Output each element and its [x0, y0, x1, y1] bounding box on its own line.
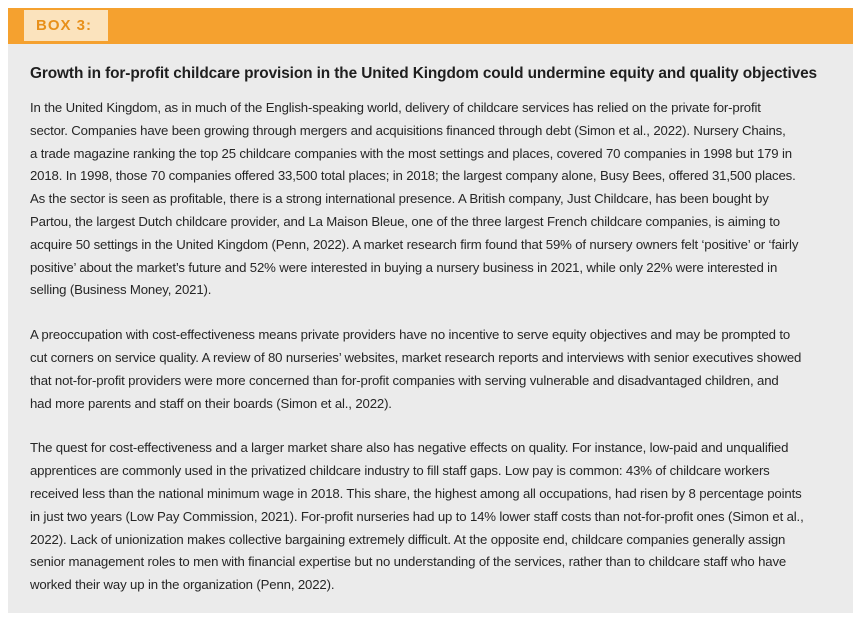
box-body	[30, 97, 842, 619]
text-line: A preoccupation with cost-effectiveness means private providers have no incentive to serve equity objectives and may be prompted to	[30, 327, 791, 343]
box-header-bar	[8, 8, 853, 44]
text-line: The quest for cost-effectiveness and a larger market share also has negative effects on quality. For instance, low-paid and unqualified	[30, 440, 789, 456]
text-line: a trade magazine ranking the top 25 childcare companies with the most settings and places, covered 70 companies in 1998 but 179 in	[30, 145, 792, 161]
text-line: positive’ about the market’s future and 52% were interested in buying a nursery business in 2021, while only 22% were interested in	[30, 259, 778, 275]
text-line: cut corners on service quality. A review of 80 nurseries’ websites, market research reports and interviews with senior executives showed	[30, 349, 802, 365]
text-line: 2022). Lack of unionization makes collective bargaining extremely difficult. At the opposite end, childcare companies generally assign	[30, 531, 786, 547]
paragraph	[30, 437, 842, 597]
text-line: had more parents and staff on their boards (Simon et al., 2022).	[30, 395, 392, 411]
paragraph	[30, 97, 842, 302]
box-title: Growth in for-profit childcare provision in the United Kingdom could undermine equity and quality objectives	[30, 65, 818, 82]
text-line: senior management roles to men with financial expertise but no understanding of the services, rather than to childcare staff who have	[30, 554, 787, 570]
text-line: apprentices are commonly used in the privatized childcare industry to fill staff gaps. Low pay is common: 43% of childcare workers	[30, 463, 770, 479]
text-line: selling (Business Money, 2021).	[30, 282, 212, 298]
paragraph	[30, 324, 842, 415]
text-line: worked their way up in the organization (Penn, 2022).	[30, 577, 335, 593]
text-line: In the United Kingdom, as in much of the English-speaking world, delivery of childcare services has relied on the private for-profit	[30, 100, 761, 115]
box-label-tab	[24, 10, 108, 41]
text-line: acquire 50 settings in the United Kingdom (Penn, 2022). A market research firm found that 59% of nursery owners felt ‘positive’ or ‘fairly	[30, 236, 799, 252]
text-line: 2018. In 1998, those 70 companies offered 33,500 total places; in 2018; the largest company alone, Busy Bees, offered 31,500 places.	[30, 168, 796, 184]
text-line: in just two years (Low Pay Commission, 2021). For-profit nurseries had up to 14% lower staff costs than not-for-profit ones (Simon et al.,	[30, 508, 804, 524]
text-line: received less than the national minimum wage in 2018. This share, the highest among all occupations, had risen by 8 percentage points	[30, 485, 802, 501]
text-line: sector. Companies have been growing through mergers and acquisitions financed through debt (Simon et al., 2022). Nursery Chains,	[30, 122, 786, 138]
box-label: BOX 3:	[36, 17, 93, 34]
text-line: As the sector is seen as profitable, there is a strong international presence. A British company, Just Childcare, has been bought by	[30, 191, 769, 207]
text-box	[8, 8, 853, 613]
text-line: that not-for-profit providers were more concerned than for-profit companies with serving vulnerable and disadvantaged children, and	[30, 372, 779, 388]
text-line: Partou, the largest Dutch childcare provider, and La Maison Bleue, one of the three largest French childcare companies, is aiming to	[30, 213, 780, 229]
